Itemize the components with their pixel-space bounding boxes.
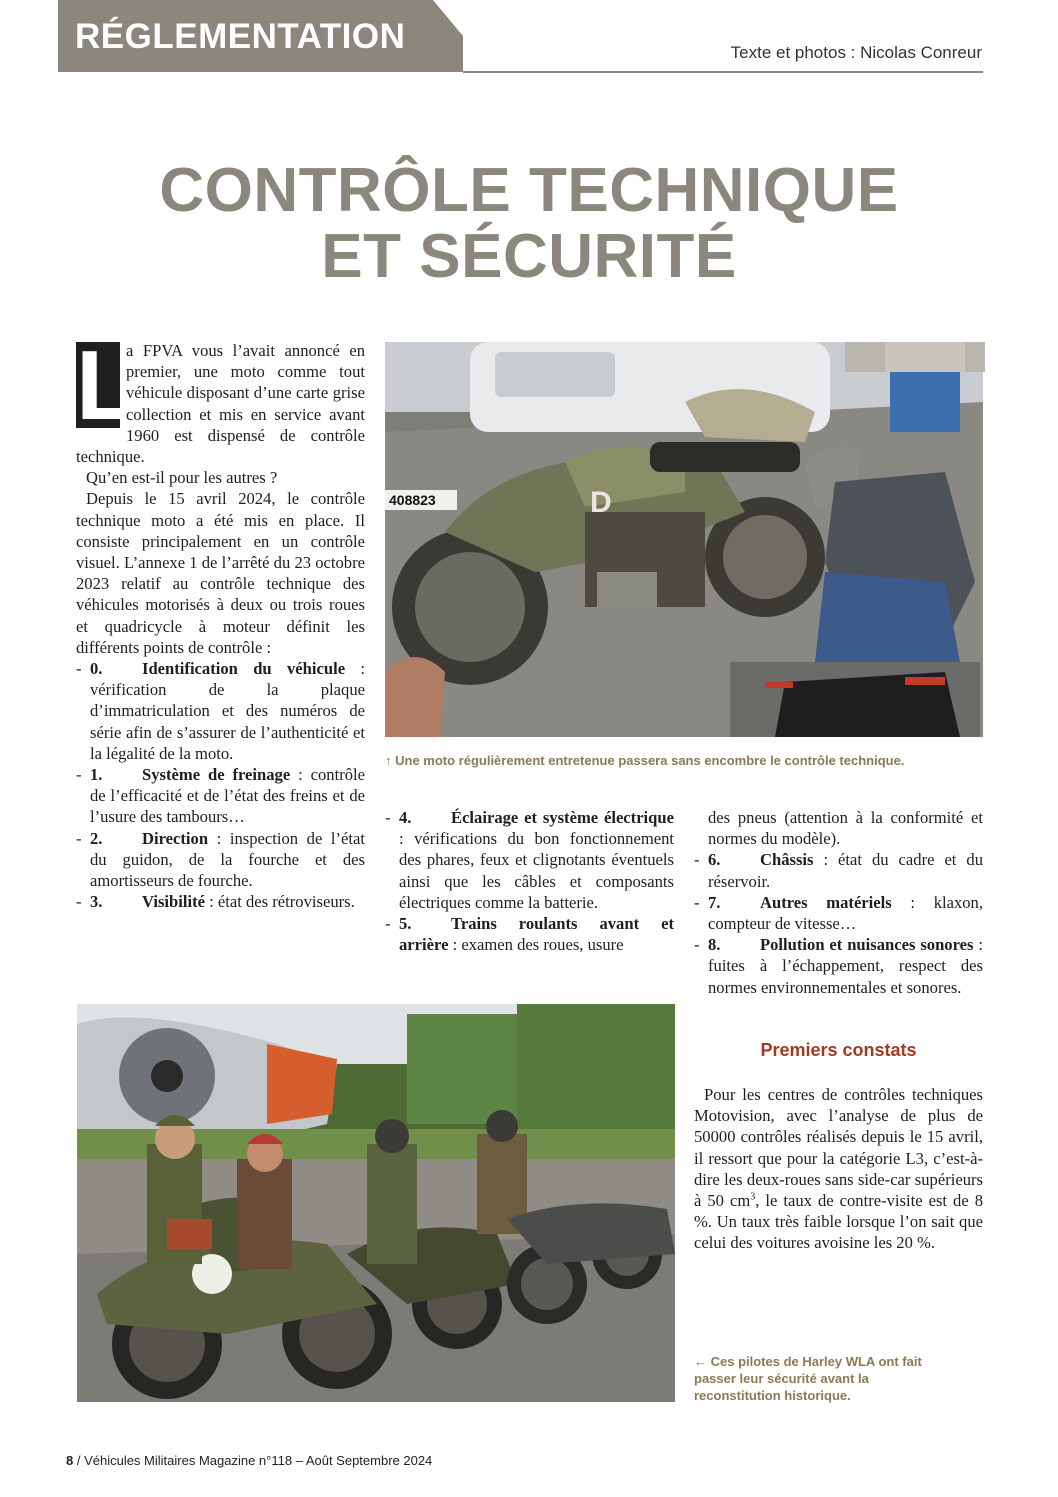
intro-paragraph-2: Qu’en est-il pour les autres ?	[86, 468, 278, 488]
list-item-1: - 1. Système de freinage : contrôle de l’efficacité et de l’état des freins et de l’usure des tambours…	[76, 765, 365, 827]
list-item-4: - 4. Éclairage et système électrique : vérifications du bon fonctionnement des phares, feux et clignotants éventuels ainsi que les câbles et composants électriques comme la batterie.	[385, 808, 674, 912]
plate-number: 408823	[389, 492, 436, 508]
intro-paragraph-3: Depuis le 15 avril 2024, le contrôle technique moto a été mis en place. Il consiste principalement en un contrôle visuel. L’annexe 1 de l’arrêté du 23 octobre 2023 relatif au contrôle technique des véhicules motorisés à deux ou trois roues et quadricycle à moteur définit les différents points de contrôle :	[76, 489, 365, 657]
photo-harley-riders	[77, 1004, 675, 1402]
article-title-line2: ET SÉCURITÉ	[321, 222, 737, 291]
footer-text: / Véhicules Militaires Magazine n°118 – Août Septembre 2024	[73, 1453, 433, 1468]
section-label: RÉGLEMENTATION	[75, 17, 406, 56]
article-title-line1: CONTRÔLE TECHNIQUE	[159, 156, 899, 225]
section-banner-notch	[433, 0, 463, 36]
photo-riders-illustration	[77, 1004, 675, 1402]
photo1-caption: ↑ Une moto régulièrement entretenue passera sans encombre le contrôle technique.	[385, 753, 905, 768]
page-footer	[66, 1453, 432, 1468]
intro-paragraph-1: a FPVA vous l’avait annoncé en premier, une moto comme tout véhicule disposant d’une carte grise collection et mis en service avant 1960 est dispensé de contrôle technique.	[76, 341, 365, 467]
list-item-3: - 3. Visibilité : état des rétroviseurs.	[76, 892, 355, 912]
header-rule	[463, 71, 983, 73]
photo-motorcycle-illustration	[385, 342, 983, 737]
photo-motorcycle-inspection	[385, 342, 983, 737]
section-heading-premiers-constats: Premiers constats	[760, 1040, 917, 1060]
svg-text:D: D	[590, 486, 612, 519]
list-item-7: - 7. Autres matériels : klaxon, compteur de vitesse…	[694, 892, 984, 934]
list-item-5-continued: des pneus (attention à la conformité et normes du modèle).	[708, 808, 983, 849]
credit-line: Texte et photos : Nicolas Conreur	[730, 43, 982, 62]
page-number: 8	[66, 1453, 74, 1468]
premiers-constats-paragraph: Pour les centres de contrôles techniques Motovision, avec l’analyse de plus de 50000 contrôles réalisés depuis le 15 avril, il ressort que pour la catégorie L3, c’est-à-dire les deux-roues sans side-car supérieurs à 50 $cm^3$, le taux de contre-visite est de 8 %. Un taux très faible lorsque l’on sait que celui des voitures avoisine les 20 %.	[694, 1085, 983, 1253]
list-item-5: - 5. Trains roulants avant et arrière : examen des roues, usure	[385, 914, 674, 955]
left-column	[76, 330, 365, 912]
right-column	[694, 807, 983, 998]
list-item-2: - 2. Direction : inspection de l’état du guidon, de la fourche et des amortisseurs de fourche.	[76, 828, 365, 891]
list-item-0: - 0. Identification du véhicule : vérification de la plaque d’immatriculation et des numéros de série afin de s’assurer de l’authenticité et la légalité de la moto.	[76, 659, 365, 763]
middle-column	[385, 807, 674, 955]
list-item-8: - 8. Pollution et nuisances sonores : fuites à l’échappement, respect des normes environnementales et sonores.	[694, 935, 983, 997]
list-item-6: - 6. Châssis : état du cadre et du réservoir.	[694, 850, 983, 891]
photo2-caption: ← Ces pilotes de Harley WLA ont fait passer leur sécurité avant la reconstitution historique.	[694, 1354, 922, 1403]
drop-cap: L	[76, 330, 136, 440]
